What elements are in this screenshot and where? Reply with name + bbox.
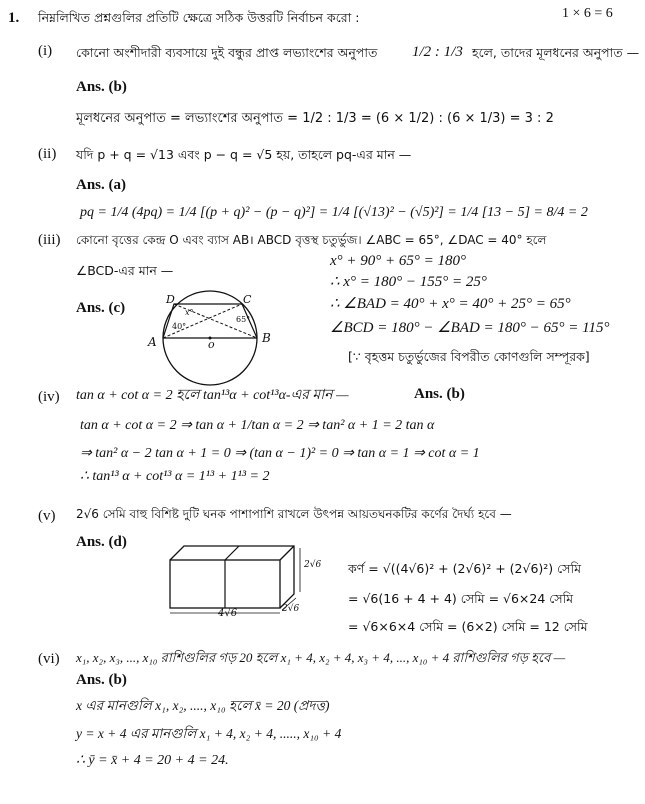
q2-text: যদি p + q = √13 এবং p − q = √5 হয়, তাহলে pq-এর মান — [76, 147, 412, 162]
q5-answer: Ans. (d) [76, 534, 127, 550]
subq-number-vi: (vi) [38, 651, 60, 667]
q1-solution: মূলধনের অনুপাত = লভ্যাংশের অনুপাত = 1/2 : 1/3 = (6 × 1/2) : (6 × 1/3) = 3 : 2 [76, 111, 554, 126]
q6-line-2: y = x + 4 এর মানগুলি x₁ + 4, x₂ + 4, ....., x₁₀ + 4 [76, 726, 342, 741]
fig-label-c: C [243, 293, 252, 306]
q3-text: কোনো বৃত্তের কেন্দ্র O এবং ব্যাস AB। ABCD বৃত্তস্থ চতুর্ভুজ। ∠ABC = 65°, ∠DAC = 40° হলে [76, 233, 547, 247]
q3-text2: ∠BCD-এর মান — [76, 263, 174, 278]
q5-text: 2√6 সেমি বাহু বিশিষ্ট দুটি ঘনক পাশাপাশি রাখলে উৎপন্ন আয়তঘনকটির কর্ণের দৈর্ঘ্য হবে — [76, 507, 512, 521]
q6-line-1: x এর মানগুলি x₁, x₂, ...., x₁₀ হলে x̄ = 20 (প্রদত্ত) [76, 698, 330, 713]
q5-line-2: = √6(16 + 4 + 4) সেমি = √6×24 সেমি [348, 591, 574, 606]
q3-answer: Ans. (c) [76, 300, 126, 316]
q2-answer: Ans. (a) [76, 177, 127, 193]
q6-answer: Ans. (b) [76, 672, 127, 688]
cuboid-height-label: 2√6 [304, 560, 322, 570]
instruction-heading: নিম্নলিখিত প্রশ্নগুলির প্রতিটি ক্ষেত্রে সঠিক উত্তরটি নির্বাচন করো : [38, 10, 360, 25]
subq-number-iv: (iv) [38, 389, 60, 405]
q6-text: x₁, x₂, x₃, ..., x₁₀ রাশিগুলির গড় 20 হলে x₁ + 4, x₂ + 4, x₃ + 4, ..., x₁₀ + 4 রাশিগুলির গড় হবে — [76, 650, 566, 665]
q4-answer: Ans. (b) [414, 386, 465, 402]
fig-angle-40: 40° [172, 322, 187, 331]
fig-label-b: B [262, 331, 271, 345]
q1-answer: Ans. (b) [76, 79, 127, 95]
fig-angle-x: x° [185, 308, 194, 317]
fig-label-o: o [208, 338, 215, 351]
fig-label-a: A [148, 335, 157, 349]
subq-number-iii: (iii) [38, 232, 61, 248]
subq-number-ii: (ii) [38, 146, 57, 162]
subq-number-i: (i) [38, 43, 53, 59]
marks-label: 1 × 6 = 6 [562, 6, 613, 21]
q3-step-2: ∴ x° = 180° − 155° = 25° [330, 274, 487, 290]
q1-text-a: কোনো অংশীদারী ব্যবসায়ে দুই বন্ধুর প্রাপ্ত লভ্যাংশের অনুপাত [76, 45, 378, 60]
cuboid-width-label: 2√6 [282, 604, 300, 614]
fig-angle-65: 65° [236, 315, 251, 324]
question-number: 1. [8, 10, 20, 26]
q4-line-1: tan α + cot α = 2 ⇒ tan α + 1/tan α = 2 ⇒ tan² α + 1 = 2 tan α [80, 418, 435, 433]
q1-text-b: হলে, তাদের মূলধনের অনুপাত — [472, 45, 640, 60]
q3-note: [∵ বৃহত্তম চতুর্ভুজের বিপরীত কোণগুলি সম্পূরক] [348, 349, 590, 364]
q3-step-3: ∴ ∠BAD = 40° + x° = 40° + 25° = 65° [330, 296, 571, 312]
q5-line-3: = √6×6×4 সেমি = (6×2) সেমি = 12 সেমি [348, 619, 588, 634]
q3-step-4: ∠BCD = 180° − ∠BAD = 180° − 65° = 115° [330, 320, 610, 336]
cuboid-length-label: 4√6 [218, 608, 238, 619]
q2-solution: pq = 1/4 (4pq) = 1/4 [(p + q)² − (p − q)²] = 1/4 [(√13)² − (√5)²] = 1/4 [13 − 5] = 8/4 = 2 [80, 205, 588, 220]
fig-label-d: D [166, 293, 175, 306]
q1-ratio: 1/2 : 1/3 [412, 44, 463, 60]
q6-line-3: ∴ ȳ = x̄ + 4 = 20 + 4 = 24. [76, 753, 229, 768]
circle-quadrilateral-figure [140, 268, 280, 388]
q3-step-1: x° + 90° + 65° = 180° [330, 253, 467, 269]
q4-text: tan α + cot α = 2 হলে tan¹³α + cot¹³α-এর মান — [76, 388, 349, 403]
subq-number-v: (v) [38, 508, 56, 524]
q4-line-2: ⇒ tan² α − 2 tan α + 1 = 0 ⇒ (tan α − 1)² = 0 ⇒ tan α = 1 ⇒ cot α = 1 [80, 446, 480, 461]
q4-line-3: ∴ tan¹³ α + cot¹³ α = 1¹³ + 1¹³ = 2 [80, 469, 270, 484]
q5-line-1: কর্ণ = √((4√6)² + (2√6)² + (2√6)²) সেমি [348, 561, 582, 576]
